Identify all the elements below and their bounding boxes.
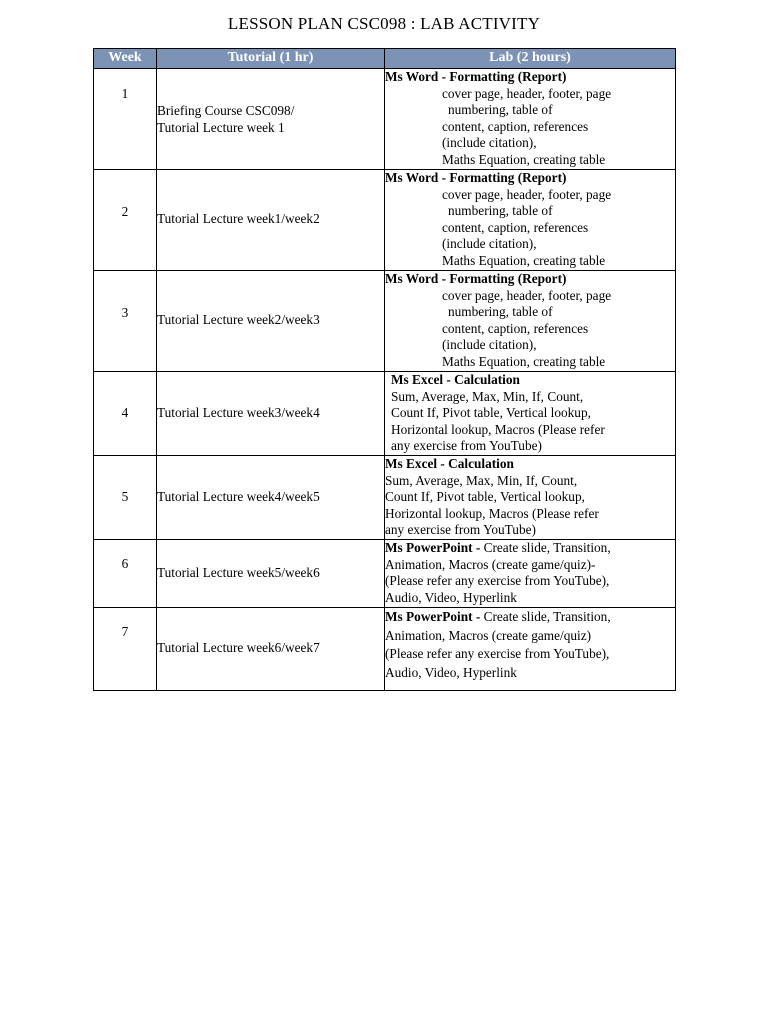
lab-line: Ms PowerPoint - Create slide, Transition, [385, 609, 611, 624]
lab-cell [385, 372, 676, 456]
lab-line: Maths Equation, creating table [442, 353, 606, 369]
lab-line: (include citation), [442, 337, 537, 353]
lab-cell [385, 271, 676, 372]
lab-line: (include citation), [442, 135, 537, 151]
lab-cell [385, 540, 676, 608]
lab-line: Audio, Video, Hyperlink [385, 589, 517, 605]
header-lab: Lab (2 hours) [385, 49, 676, 69]
lab-cell [385, 69, 676, 170]
lab-line: Ms PowerPoint - Create slide, Transition, [385, 540, 611, 555]
lab-line: cover page, header, footer, page [442, 186, 612, 202]
lab-title: Ms PowerPoint - [385, 540, 481, 555]
lab-line: Count If, Pivot table, Vertical lookup, [385, 489, 585, 505]
lab-title: Ms Excel - Calculation [385, 456, 514, 471]
week-number: 5 [94, 456, 157, 540]
lab-line: Sum, Average, Max, Min, If, Count, [391, 388, 584, 404]
lab-cell [385, 608, 676, 691]
lab-line: Horizontal lookup, Macros (Please refer [391, 421, 605, 437]
lab-cell [385, 170, 676, 271]
tutorial-cell [157, 69, 385, 170]
tutorial-cell: Tutorial Lecture week4/week5 [157, 456, 385, 540]
table-row [94, 170, 676, 271]
lab-title: Ms Word - Formatting (Report) [385, 271, 567, 286]
week-number: 3 [94, 271, 157, 372]
header-week: Week [94, 49, 157, 69]
lab-line: numbering, table of [448, 102, 553, 118]
lab-line: Animation, Macros (create game/quiz)- [385, 556, 596, 572]
lab-line: cover page, header, footer, page [442, 85, 612, 101]
page-title: LESSON PLAN CSC098 : LAB ACTIVITY [227, 14, 541, 33]
lab-line: (include citation), [442, 236, 537, 252]
lab-line: content, caption, references [442, 320, 589, 336]
week-number: 1 [94, 69, 157, 170]
table-row [94, 608, 676, 691]
lab-line: Animation, Macros (create game/quiz) [385, 627, 592, 643]
lab-line: (Please refer any exercise from YouTube), [385, 646, 610, 661]
lab-line: cover page, header, footer, page [442, 287, 612, 303]
tutorial-cell: Tutorial Lecture week3/week4 [157, 372, 385, 456]
tutorial-cell: Tutorial Lecture week5/week6 [157, 540, 385, 608]
lab-title: Ms Word - Formatting (Report) [385, 170, 567, 185]
week-number: 6 [94, 540, 157, 608]
lab-line: numbering, table of [448, 203, 553, 219]
table-row [94, 271, 676, 372]
week-number: 4 [94, 372, 157, 456]
table-row [94, 69, 676, 170]
table-row [94, 372, 676, 456]
lab-line: content, caption, references [442, 118, 589, 134]
lab-line: Horizontal lookup, Macros (Please refer [385, 505, 599, 521]
tutorial-cell: Tutorial Lecture week6/week7 [157, 608, 385, 691]
table-row [94, 456, 676, 540]
week-number: 7 [94, 608, 157, 691]
lab-title: Ms Word - Formatting (Report) [385, 69, 567, 84]
table-row [94, 540, 676, 608]
tutorial-cell: Tutorial Lecture week2/week3 [157, 271, 385, 372]
week-number: 2 [94, 170, 157, 271]
lab-line: content, caption, references [442, 219, 589, 235]
lab-line: Maths Equation, creating table [442, 252, 606, 268]
lab-line: any exercise from YouTube) [391, 438, 542, 454]
lab-line: Maths Equation, creating table [442, 151, 606, 167]
header-tutorial: Tutorial (1 hr) [157, 49, 385, 69]
lab-line: Sum, Average, Max, Min, If, Count, [385, 472, 578, 488]
lab-title: Ms PowerPoint - [385, 609, 481, 624]
lab-line: numbering, table of [448, 304, 553, 320]
table-header-row [94, 49, 676, 69]
lab-line: Audio, Video, Hyperlink [385, 664, 517, 680]
lesson-plan-table [93, 48, 676, 691]
tutorial-cell: Tutorial Lecture week1/week2 [157, 170, 385, 271]
lab-title: Ms Excel - Calculation [391, 372, 520, 387]
lab-line: Count If, Pivot table, Vertical lookup, [391, 405, 591, 421]
lab-line: any exercise from YouTube) [385, 522, 536, 538]
lab-cell [385, 456, 676, 540]
lab-line: (Please refer any exercise from YouTube), [385, 573, 610, 589]
tutorial-line: Tutorial Lecture week 1 [157, 119, 285, 135]
tutorial-line: Briefing Course CSC098/ [157, 103, 295, 118]
